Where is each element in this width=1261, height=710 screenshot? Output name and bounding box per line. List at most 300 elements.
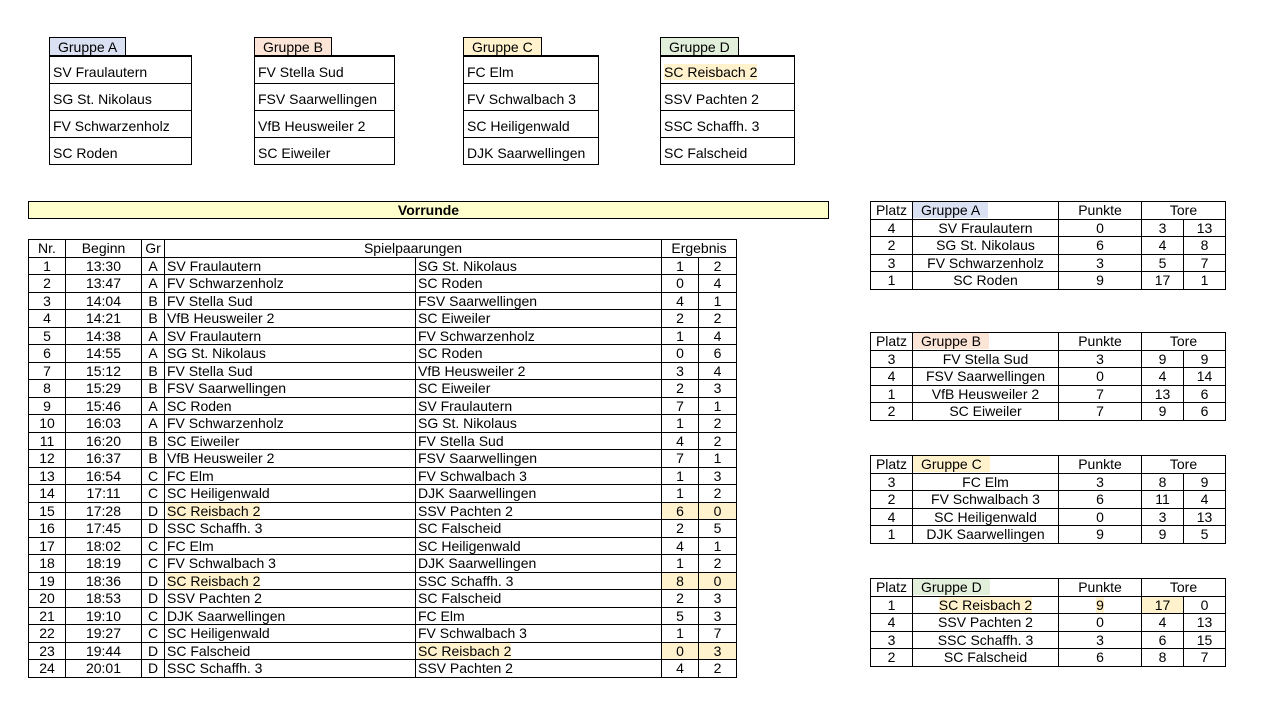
match-group: A: [142, 397, 165, 415]
row-platz: 3: [871, 350, 913, 368]
match-nr: 4: [29, 310, 66, 328]
row-tore-against: 9: [1184, 473, 1226, 491]
row-platz: 4: [871, 508, 913, 526]
row-platz: 3: [871, 254, 913, 272]
row-team: [913, 526, 1059, 544]
group-d-team: [661, 57, 794, 84]
highlighted-team: SC Reisbach 2: [938, 596, 1033, 613]
row-punkte: [1059, 614, 1142, 632]
match-row: [29, 327, 737, 345]
team-name: FV Stella Sud: [942, 350, 1029, 367]
points-value: 3: [1096, 473, 1104, 490]
standings-group-label: [913, 579, 1059, 597]
standings-table: [870, 332, 1226, 421]
team-name: SC Roden: [953, 272, 1018, 289]
row-punkte: [1059, 368, 1142, 386]
standings-row: [871, 491, 1226, 509]
row-platz: 2: [871, 403, 913, 421]
match-away-goals: 2: [699, 432, 737, 450]
match-home-team: SV Fraulautern: [165, 257, 416, 275]
group-label: Gruppe C: [913, 456, 990, 472]
team-name: SC Heiligenwald: [934, 508, 1037, 525]
match-nr: 10: [29, 415, 66, 433]
match-home-team: FV Stella Sud: [165, 292, 416, 310]
row-tore-against: 7: [1184, 649, 1226, 667]
header-platz: Platz: [871, 579, 913, 597]
standings-row: [871, 614, 1226, 632]
match-nr: 20: [29, 590, 66, 608]
standings-row: [871, 596, 1226, 614]
points-value: 7: [1096, 385, 1104, 402]
row-tore-for: 5: [1142, 254, 1184, 272]
row-tore-against: 15: [1184, 631, 1226, 649]
vorrunde-banner: Vorrunde: [28, 201, 829, 219]
match-nr: 5: [29, 327, 66, 345]
header-spielpaarungen: Spielpaarungen: [165, 240, 662, 258]
match-home-team: SC Heiligenwald: [165, 485, 416, 503]
match-row: [29, 450, 737, 468]
match-time: 20:01: [66, 660, 142, 678]
match-nr: 9: [29, 397, 66, 415]
group-d-list: [660, 55, 795, 165]
match-away-goals: 4: [699, 327, 737, 345]
match-away-team: [416, 642, 662, 660]
row-team: [913, 219, 1059, 237]
match-away-team: SV Fraulautern: [416, 397, 662, 415]
group-b-team: FV Stella Sud: [255, 57, 394, 84]
row-team: [913, 403, 1059, 421]
match-home-goals: 2: [662, 590, 699, 608]
row-punkte: [1059, 403, 1142, 421]
standings-row: [871, 385, 1226, 403]
standings-group-label: [913, 456, 1059, 474]
header-platz: Platz: [871, 456, 913, 474]
match-away-goals: 3: [699, 642, 737, 660]
row-team: [913, 368, 1059, 386]
match-home-goals: 2: [662, 380, 699, 398]
match-home-team: [165, 572, 416, 590]
match-home-goals: 1: [662, 625, 699, 643]
match-away-team: SG St. Nikolaus: [416, 415, 662, 433]
match-away-team: FV Schwalbach 3: [416, 625, 662, 643]
standings-group-label: [913, 202, 1059, 220]
row-tore-against: 1: [1184, 272, 1226, 290]
match-away-team: FV Schwarzenholz: [416, 327, 662, 345]
row-platz: 1: [871, 272, 913, 290]
header-nr: Nr.: [29, 240, 66, 258]
team-name: FV Schwalbach 3: [931, 491, 1040, 508]
match-away-goals: 2: [699, 485, 737, 503]
match-row: [29, 537, 737, 555]
standings-header-row: [871, 456, 1226, 474]
standings-row: [871, 368, 1226, 386]
match-nr: 11: [29, 432, 66, 450]
standings-row: [871, 350, 1226, 368]
team-name: FSV Saarwellingen: [925, 368, 1046, 385]
match-row: [29, 292, 737, 310]
match-away-team: SC Eiweiler: [416, 380, 662, 398]
row-platz: 1: [871, 385, 913, 403]
match-home-team: SSC Schaffh. 3: [165, 660, 416, 678]
match-row: [29, 642, 737, 660]
team-name: SG St. Nikolaus: [936, 237, 1035, 254]
highlighted-team: SC Reisbach 2: [167, 502, 261, 519]
match-group: A: [142, 257, 165, 275]
match-away-team: SG St. Nikolaus: [416, 257, 662, 275]
schedule-header-row: [29, 240, 737, 258]
match-home-goals: 1: [662, 485, 699, 503]
match-nr: 2: [29, 275, 66, 293]
match-away-goals: 1: [699, 397, 737, 415]
match-away-goals: 6: [699, 345, 737, 363]
match-group: C: [142, 555, 165, 573]
match-away-goals: 2: [699, 310, 737, 328]
match-home-team: SSV Pachten 2: [165, 590, 416, 608]
points-value: 7: [1096, 403, 1104, 420]
row-punkte: [1059, 350, 1142, 368]
match-nr: 3: [29, 292, 66, 310]
group-b-team: SC Eiweiler: [258, 145, 331, 161]
match-group: D: [142, 660, 165, 678]
match-home-goals: 8: [662, 572, 699, 590]
match-time: 16:03: [66, 415, 142, 433]
match-nr: 23: [29, 642, 66, 660]
group-d-label: Gruppe D: [660, 37, 739, 56]
match-away-team: SC Roden: [416, 275, 662, 293]
highlighted-team: SC Reisbach 2: [664, 64, 758, 80]
match-group: C: [142, 607, 165, 625]
row-tore-against: 5: [1184, 526, 1226, 544]
match-nr: 18: [29, 555, 66, 573]
match-row: [29, 380, 737, 398]
match-home-goals: 7: [662, 397, 699, 415]
group-c-team: FC Elm: [464, 57, 598, 84]
match-time: 13:47: [66, 275, 142, 293]
header-beginn: Beginn: [66, 240, 142, 258]
row-platz: 1: [871, 526, 913, 544]
row-punkte: [1059, 219, 1142, 237]
group-d-team: SSC Schaffh. 3: [661, 111, 794, 138]
row-tore-for: 9: [1142, 403, 1184, 421]
row-tore-for: 13: [1142, 385, 1184, 403]
match-row: [29, 362, 737, 380]
points-value: 9: [1096, 526, 1104, 543]
match-home-goals: 3: [662, 362, 699, 380]
match-away-goals: 1: [699, 292, 737, 310]
row-tore-against: 4: [1184, 491, 1226, 509]
row-team: [913, 385, 1059, 403]
points-value: 3: [1096, 254, 1104, 271]
match-time: 15:29: [66, 380, 142, 398]
match-away-goals: 3: [699, 607, 737, 625]
match-away-team: FV Stella Sud: [416, 432, 662, 450]
row-platz: 1: [871, 596, 913, 614]
header-punkte: Punkte: [1059, 202, 1142, 220]
row-platz: 2: [871, 491, 913, 509]
match-time: 16:20: [66, 432, 142, 450]
match-group: C: [142, 625, 165, 643]
match-home-goals: 7: [662, 450, 699, 468]
header-punkte: Punkte: [1059, 456, 1142, 474]
header-punkte: Punkte: [1059, 333, 1142, 351]
points-value: 3: [1096, 350, 1104, 367]
match-time: 17:45: [66, 520, 142, 538]
match-row: [29, 275, 737, 293]
match-group: B: [142, 450, 165, 468]
row-platz: 4: [871, 368, 913, 386]
match-home-team: FV Schwarzenholz: [165, 275, 416, 293]
row-tore-for: 3: [1142, 219, 1184, 237]
match-away-goals: 1: [699, 537, 737, 555]
match-away-team: VfB Heusweiler 2: [416, 362, 662, 380]
match-away-team: FC Elm: [416, 607, 662, 625]
header-tore: Tore: [1142, 579, 1226, 597]
team-name: SV Fraulautern: [938, 219, 1033, 236]
header-ergebnis: Ergebnis: [662, 240, 737, 258]
match-row: [29, 485, 737, 503]
match-row: [29, 467, 737, 485]
team-name: FC Elm: [962, 473, 1009, 490]
group-a-team: SV Fraulautern: [50, 57, 191, 84]
group-c-team: FV Schwalbach 3: [464, 84, 598, 111]
match-row: [29, 607, 737, 625]
group-c-list: [463, 55, 599, 165]
row-punkte: [1059, 631, 1142, 649]
match-away-goals: 3: [699, 380, 737, 398]
match-home-team: SC Eiweiler: [165, 432, 416, 450]
match-nr: 22: [29, 625, 66, 643]
match-home-team: FC Elm: [165, 537, 416, 555]
match-row: [29, 415, 737, 433]
standings-row: [871, 272, 1226, 290]
row-team: [913, 272, 1059, 290]
group-b-list: [254, 55, 395, 165]
match-nr: 6: [29, 345, 66, 363]
standings-row: [871, 631, 1226, 649]
standings-row: [871, 508, 1226, 526]
match-nr: 14: [29, 485, 66, 503]
match-home-team: SC Falscheid: [165, 642, 416, 660]
points-value: 6: [1096, 649, 1104, 666]
standings-row: [871, 473, 1226, 491]
group-label: Gruppe A: [913, 202, 988, 218]
row-punkte: [1059, 508, 1142, 526]
row-tore-against: 9: [1184, 350, 1226, 368]
match-group: D: [142, 590, 165, 608]
team-name: SSC Schaffh. 3: [937, 631, 1034, 648]
standings-row: [871, 237, 1226, 255]
row-tore-against: 7: [1184, 254, 1226, 272]
row-tore-for: 8: [1142, 649, 1184, 667]
match-time: 18:19: [66, 555, 142, 573]
row-platz: 2: [871, 649, 913, 667]
match-group: B: [142, 362, 165, 380]
header-gr: Gr: [142, 240, 165, 258]
standings-group-label: [913, 333, 1059, 351]
row-tore-against: 8: [1184, 237, 1226, 255]
match-time: 15:46: [66, 397, 142, 415]
row-tore-for: 9: [1142, 350, 1184, 368]
match-away-goals: 2: [699, 555, 737, 573]
match-home-goals: 1: [662, 467, 699, 485]
row-tore-for: 11: [1142, 491, 1184, 509]
group-d-team: SC Falscheid: [664, 145, 748, 161]
match-nr: 8: [29, 380, 66, 398]
match-nr: 13: [29, 467, 66, 485]
match-time: 18:53: [66, 590, 142, 608]
header-punkte: Punkte: [1059, 579, 1142, 597]
match-group: B: [142, 432, 165, 450]
match-away-goals: 3: [699, 467, 737, 485]
match-group: A: [142, 275, 165, 293]
match-home-goals: 6: [662, 502, 699, 520]
points-value: 9: [1096, 272, 1104, 289]
match-time: 19:27: [66, 625, 142, 643]
header-tore: Tore: [1142, 333, 1226, 351]
match-group: C: [142, 485, 165, 503]
match-home-team: SG St. Nikolaus: [165, 345, 416, 363]
match-time: 17:11: [66, 485, 142, 503]
match-time: 13:30: [66, 257, 142, 275]
row-punkte: [1059, 649, 1142, 667]
match-away-goals: 4: [699, 275, 737, 293]
match-time: 14:04: [66, 292, 142, 310]
group-a-label: Gruppe A: [49, 37, 126, 56]
match-home-team: FV Schwalbach 3: [165, 555, 416, 573]
row-team: [913, 254, 1059, 272]
match-away-team: SC Eiweiler: [416, 310, 662, 328]
match-time: 16:54: [66, 467, 142, 485]
schedule-body: [29, 257, 737, 677]
match-home-team: FV Stella Sud: [165, 362, 416, 380]
row-team: [913, 237, 1059, 255]
match-home-goals: 1: [662, 257, 699, 275]
standings-header-row: [871, 202, 1226, 220]
row-team: [913, 649, 1059, 667]
row-team: [913, 508, 1059, 526]
group-b-label: Gruppe B: [254, 37, 332, 56]
match-group: B: [142, 292, 165, 310]
team-name: DJK Saarwellingen: [926, 526, 1045, 543]
match-home-goals: 4: [662, 537, 699, 555]
row-punkte: [1059, 596, 1142, 614]
team-name: FV Schwarzenholz: [927, 254, 1044, 271]
match-home-goals: 4: [662, 432, 699, 450]
match-away-goals: 2: [699, 660, 737, 678]
row-team: [913, 350, 1059, 368]
team-name: SSV Pachten 2: [938, 614, 1033, 631]
row-platz: 3: [871, 631, 913, 649]
standings-table: [870, 455, 1226, 544]
group-d-team: SSV Pachten 2: [661, 84, 794, 111]
match-group: A: [142, 415, 165, 433]
standings-header-row: [871, 579, 1226, 597]
header-platz: Platz: [871, 202, 913, 220]
row-platz: 2: [871, 237, 913, 255]
group-a-team: SC Roden: [53, 145, 118, 161]
group-b-team: FSV Saarwellingen: [255, 84, 394, 111]
match-time: 15:12: [66, 362, 142, 380]
row-tore-against: 13: [1184, 614, 1226, 632]
standings-row: [871, 254, 1226, 272]
match-time: 16:37: [66, 450, 142, 468]
points-value: 3: [1096, 631, 1104, 648]
match-home-goals: 0: [662, 642, 699, 660]
row-tore-for: 6: [1142, 631, 1184, 649]
match-away-goals: 0: [699, 502, 737, 520]
match-home-team: SV Fraulautern: [165, 327, 416, 345]
group-c-team: SC Heiligenwald: [464, 111, 598, 138]
match-away-team: SC Falscheid: [416, 590, 662, 608]
row-tore-against: 0: [1184, 596, 1226, 614]
match-time: 18:02: [66, 537, 142, 555]
row-tore-for: 4: [1142, 368, 1184, 386]
match-row: [29, 660, 737, 678]
match-home-team: SC Heiligenwald: [165, 625, 416, 643]
row-tore-against: 13: [1184, 219, 1226, 237]
match-nr: 24: [29, 660, 66, 678]
row-team: [913, 596, 1059, 614]
row-tore-against: 6: [1184, 385, 1226, 403]
row-tore-for: 4: [1142, 237, 1184, 255]
header-tore: Tore: [1142, 456, 1226, 474]
match-group: C: [142, 537, 165, 555]
match-home-goals: 4: [662, 660, 699, 678]
row-tore-for: 3: [1142, 508, 1184, 526]
team-name: SC Falscheid: [943, 649, 1028, 666]
match-row: [29, 625, 737, 643]
match-group: D: [142, 642, 165, 660]
row-punkte: [1059, 254, 1142, 272]
points-value: 6: [1096, 237, 1104, 254]
match-row: [29, 310, 737, 328]
match-row: [29, 555, 737, 573]
row-punkte: [1059, 385, 1142, 403]
row-tore-for: 4: [1142, 614, 1184, 632]
match-home-team: FSV Saarwellingen: [165, 380, 416, 398]
group-c-label: Gruppe C: [463, 37, 542, 56]
points-value: 0: [1096, 614, 1104, 631]
row-team: [913, 491, 1059, 509]
standings-row: [871, 649, 1226, 667]
match-away-team: DJK Saarwellingen: [416, 485, 662, 503]
match-home-goals: 2: [662, 310, 699, 328]
group-a-team: FV Schwarzenholz: [50, 111, 191, 138]
match-home-team: DJK Saarwellingen: [165, 607, 416, 625]
match-away-team: SC Heiligenwald: [416, 537, 662, 555]
group-a-list: [49, 55, 192, 165]
match-home-goals: 1: [662, 555, 699, 573]
match-home-team: SSC Schaffh. 3: [165, 520, 416, 538]
match-home-goals: 0: [662, 345, 699, 363]
match-home-team: VfB Heusweiler 2: [165, 450, 416, 468]
match-row: [29, 572, 737, 590]
match-row: [29, 432, 737, 450]
row-punkte: [1059, 526, 1142, 544]
match-away-goals: 3: [699, 590, 737, 608]
match-time: 19:10: [66, 607, 142, 625]
match-away-team: DJK Saarwellingen: [416, 555, 662, 573]
match-home-goals: 2: [662, 520, 699, 538]
match-away-team: FSV Saarwellingen: [416, 450, 662, 468]
match-away-goals: 2: [699, 415, 737, 433]
row-tore-for: 17: [1142, 596, 1184, 614]
match-home-goals: 1: [662, 327, 699, 345]
row-platz: 4: [871, 614, 913, 632]
match-time: 14:38: [66, 327, 142, 345]
row-team: [913, 614, 1059, 632]
highlighted-team: SC Reisbach 2: [418, 642, 512, 659]
